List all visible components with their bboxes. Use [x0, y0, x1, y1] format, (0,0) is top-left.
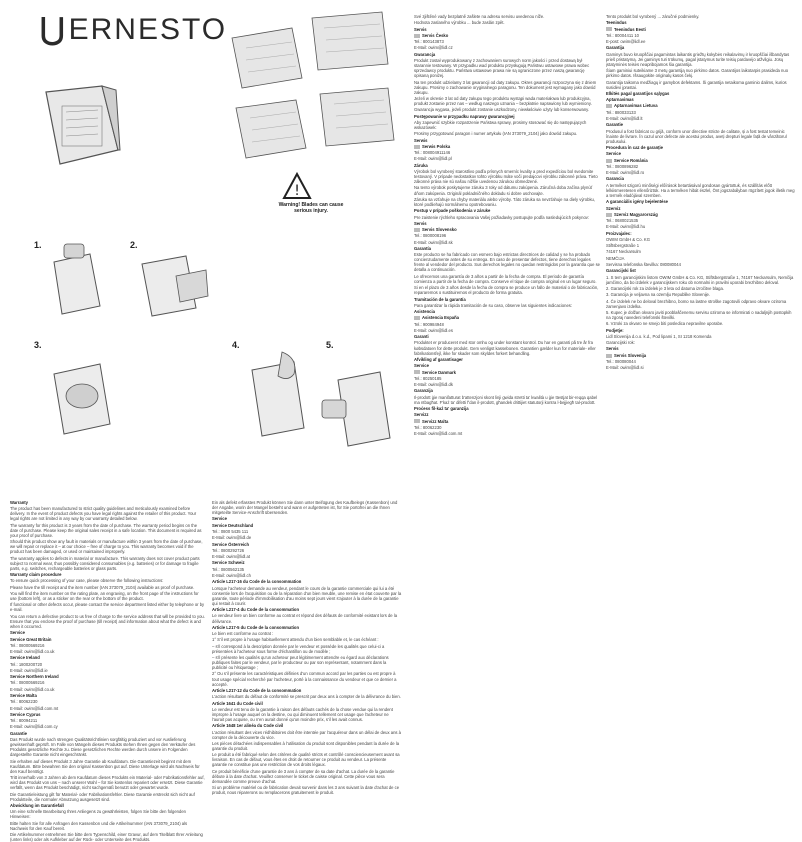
- paragraph: Tel.: 80004411 10: [606, 32, 639, 38]
- country-flag-icon: [606, 27, 612, 31]
- section-heading: Asistencia: [414, 309, 435, 315]
- section-heading: Procedura în caz de garanție: [606, 145, 664, 151]
- paragraph: Produktet er produceret med stor omhu og under konstant kontrol. Du har en garanti på tre år fra købsdatoen for dette produkt. Gem venligst kassebonen. Garantien gælder kun for materiale- eller fabrikationsfejl, ikke for skader som skyldes forkert behandling.: [414, 340, 596, 356]
- paragraph: Ein als defekt erfasstes Produkt können Sie dann unter Beifügung des Kaufbelegs (Kassenbon) und der Angabe, worin der Mangel besteht und wann er aufgetreten ist, für Sie portofrei an die Ihnen mitgeteilte Service-Anschrift übersenden.: [212, 500, 398, 516]
- paragraph: Should this product show any fault in materials or manufacture within 3 years from the date of purchase, we will repair or replace it – at our choice – free of charge to you. This warranty becomes void if the product has been damaged, or used or maintained improperly.: [10, 539, 203, 555]
- paragraph: Šiam gaminiui suteikiame 3 metų garantiją nuo pirkimo datos. Garantijos laikotarpis prasideda nuo pirkimo datos. Išsaugokite originalų kasos čekį.: [606, 68, 789, 79]
- paragraph: 1° S'il est propre à l'usage habituellement attendu d'un bien semblable et, le cas échéant :: [212, 637, 379, 643]
- paragraph: Tel.: 80062230: [10, 699, 38, 705]
- text-column-2: [212, 500, 402, 796]
- section-heading: Garantie: [10, 730, 27, 736]
- paragraph: To ensure quick processing of your case, please observe the following instructions:: [10, 578, 164, 584]
- paragraph: 6. Vzroki za okvaro ne smejo biti posledica nepravilne uporabe.: [606, 321, 724, 327]
- paragraph: Tel.: 08000569216: [10, 680, 45, 686]
- paragraph: If functional or other defects occur, please contact the service department listed either by telephone or by e-mail.: [10, 602, 205, 613]
- paragraph: Servisna telefonska številka: 080080044: [606, 262, 681, 268]
- country-flag-icon: [606, 213, 612, 217]
- section-heading: Garancijski list: [606, 268, 636, 274]
- paragraph: The warranty for this product is 3 years from the date of purchase. The warranty period begins on the date of purchase. Please keep the original sales receipt in a safe location. This document is required as your proof of purchase.: [10, 522, 202, 538]
- section-heading: Tramitación de la garantía: [414, 296, 466, 302]
- section-heading: Service Deutschland: [212, 522, 254, 528]
- warning-line-1: Warning! Blades can cause: [278, 202, 344, 208]
- paragraph: E-Mail: owim@lidl.at: [212, 554, 250, 560]
- paragraph: Tel.: 0800562135: [212, 566, 245, 572]
- paragraph: Bitte halten Sie für alle Anfragen den Kassenbon und die Artikelnummer (IAN 373079_2104) als Nachweis für den Kauf bereit.: [10, 820, 188, 831]
- paragraph: You will find the item number on the rating plate, an engraving, on the front page of the instructions for use (bottom left), or as a sticker on the rear or the bottom of the product.: [10, 591, 199, 602]
- paragraph: Produsul a fost fabricat cu grijă, conform unor directive stricte de calitate, și a fost testat temeinic înainte de livrare. În cazul unor defecte ale acestui produs, aveți drepturi legale față de vânzătorul produsului.: [606, 128, 787, 144]
- section-heading: Service Great Britain: [10, 636, 52, 642]
- paragraph: Tel.: 0800008196: [414, 233, 447, 239]
- paragraph: Tel.: 900984948: [414, 321, 444, 327]
- step-number: 3.: [34, 340, 42, 350]
- section-heading: Article L217-12 du Code de la consommation: [212, 687, 302, 693]
- paragraph: Gwarancja wygasa, jeżeli produkt zostanie uszkodzony, niewłaściwie użyty lub konserwowany.: [414, 107, 590, 113]
- paragraph: E-Mail: owim@lidl.co.uk: [10, 649, 55, 655]
- paragraph: Ce produit bénéficie d'une garantie de 3 ans à compter de sa date d'achat. La durée de la garantie débute à la date d'achat. Veuillez conserver le ticket de caisse original. Cette pièce vous sera demandée comme preuve d'achat.: [212, 768, 395, 784]
- logo-mark: ⋃: [40, 13, 67, 46]
- text-column-3: [414, 14, 600, 754]
- logo-text: ERNESTO: [68, 12, 228, 46]
- section-heading: Service Ireland: [10, 655, 40, 661]
- section-heading: Service Danmark: [414, 370, 600, 375]
- country-flag-icon: [414, 34, 420, 38]
- country-flag-icon: [414, 370, 420, 374]
- paragraph: Tel.: 80250185: [414, 375, 442, 381]
- paragraph: Please have the till receipt and the item number (IAN 373079_2104) available as proof of purchase.: [10, 584, 195, 590]
- section-heading: Aptarnavimas Lietuva: [606, 103, 796, 108]
- paragraph: Sie erhalten auf dieses Produkt 3 Jahre Garantie ab Kaufdatum. Die Garantiezeit beginnt mit dem Kaufdatum. Bitte bewahren Sie den original Kassenbon gut auf. Diese Unterlage wird als Nachweis für den Kauf benötigt.: [10, 758, 200, 774]
- paragraph: Tento produkt bol vyrobený ... záručné podmienky.: [606, 14, 700, 19]
- section-heading: Garantie: [606, 122, 623, 128]
- paragraph: Tel.: 80062230: [414, 424, 442, 430]
- paragraph: E-Mail: owim@lidl.lt: [606, 116, 643, 122]
- grater-illustration-main: [32, 80, 124, 170]
- section-heading: Proċess fil-każ ta' garanzija: [414, 406, 469, 411]
- country-flag-icon: [414, 228, 420, 232]
- paragraph: Para garantizar la rápida tramitación de su caso, observe las siguientes indicaciones:: [414, 302, 573, 308]
- paragraph: Garantija taikoma medžiagų ir gamybos defektams. Ši garantija netaikoma gaminio dalims, kurios susidėvi įprastai.: [606, 79, 787, 90]
- paragraph: 2° Ou s'il présente les caractéristiques définies d'un commun accord par les parties ou est propre à tout usage spécial recherché par l'acheteur, porté à la connaissance du vendeur et que ce dernier a accepté.: [212, 671, 397, 687]
- paragraph: E-Mail: owim@lidl.ie: [10, 667, 48, 673]
- paragraph: – s'il correspond à la description donnée par le vendeur et possède les qualités que celui-ci a présentées à l'acheteur sous forme d'échantillon ou de modèle ;: [212, 643, 385, 654]
- paragraph: Le produit a été fabriqué selon des critères de qualité stricts et contrôlé consciencieusement avant sa livraison. En cas de défaut, vous êtes en droit de retourner ce produit au vendeur. La présente garantie ne constitue pas une restriction de vos droits légaux.: [212, 752, 400, 768]
- paragraph: Pre zaistenie rýchleho spracovania Vašej požiadavky postupujte podľa nasledujúcich pokynov:: [414, 214, 590, 220]
- section-heading: Teenindus: [606, 20, 627, 26]
- paragraph: OWIM GmbH & Co. KG: [606, 236, 650, 242]
- paragraph: Stiftsbergstraße 1: [606, 243, 640, 249]
- paragraph: Les pièces détachées indispensables à l'utilisation du produit sont disponibles pendant la durée de la garantie du produit.: [212, 740, 400, 751]
- paragraph: E-Mail: owim@lidl.sk: [414, 239, 453, 245]
- paragraph: Le vendeur livre un bien conforme au contrat et répond des défauts de conformité existant lors de la délivrance.: [212, 613, 398, 624]
- paragraph: Tel.: 08000569216: [10, 642, 45, 648]
- paragraph: 1. S tem garancijskim listom OWIM GmbH & Co. KG, Stiftsbergstraße 1, 74167 Neckarsulm, Nemčija jamčimo, da bo izdelek v garancijskem roku ob normalni in pravilni uporabi brezhibno deloval.: [606, 274, 794, 285]
- step-1-illustration: [40, 242, 110, 322]
- section-heading: Service Malta: [10, 693, 37, 699]
- paragraph: Este producto se ha fabricado con esmero bajo estrictas directrices de calidad y se ha probado concienzudamente antes de su entrega. En caso de presentar defectos, tiene derechos legales frente al vendedor del producto. Sus derechos legales no quedan restringidos por la garantía que se detalla a continuación.: [414, 252, 601, 273]
- paragraph: Die Artikelnummer entnehmen Sie bitte dem Typenschild, einer Gravur, auf dem Titelblatt Ihrer Anleitung (unten links) oder als Aufkleber auf der Rück- oder Unterseite des Produkts.: [10, 831, 203, 842]
- section-heading: Warranty claim procedure: [10, 572, 62, 578]
- section-heading: Service: [606, 151, 621, 157]
- section-heading: Szerviz Magyarország: [606, 212, 796, 217]
- step-number: 2.: [130, 240, 138, 250]
- section-heading: Servizz: [414, 412, 429, 418]
- paragraph: E-Mail: owim@lidl.com.mt: [414, 431, 463, 437]
- paragraph: You can return a defective product to us free of charge to the service address that will be provided to you. Ensure that you enclose the proof of purchase (till receipt) and information about what the defect is and when it occurred.: [10, 613, 205, 629]
- paragraph: L'action résultant des vices rédhibitoires doit être intentée par l'acquéreur dans un délai de deux ans à compter de la découverte du vice.: [212, 729, 401, 740]
- section-heading: Záruka: [414, 162, 428, 168]
- paragraph: The warranty applies to defects in material or manufacture. This warranty does not cover product parts subject to normal wear, thus possibly considered consumables (e.g. batteries) or for damage to fragile parts, e.g. switches, rechargeable batteries or glass parts.: [10, 555, 200, 571]
- section-heading: Podjetje:: [606, 327, 624, 333]
- section-heading: Postup v prípade poškodenia v záruke: [414, 208, 491, 214]
- section-heading: Garanti: [414, 334, 429, 340]
- paragraph: – s'il présente les qualités qu'un acheteur peut légitimement attendre eu égard aux déclarations publiques faites par le vendeur, par le producteur ou par son représentant, notamment dans la publicité ou l'étiquetage ;: [212, 655, 389, 671]
- paragraph: E-Mail: owim@lidl.de: [212, 535, 252, 541]
- section-heading: Service România: [606, 158, 796, 163]
- section-heading: Serwis: [414, 137, 428, 143]
- paragraph: Il-prodott ġie manifatturat b'attenzjoni skont linji gwida stretti ta' kwalità u ġie ttestjat bir-reqqa qabel ma ntbagħat. F'każ ta' difetti f'dan il-prodott, għandek drittijiet statutorji kontra l-bejjiegħ tal-prodott.: [414, 394, 598, 405]
- paragraph: Své zjištěné vady bezplatně zašlete na adresu servisu uvedenou níže.: [414, 14, 545, 19]
- country-flag-icon: [414, 419, 420, 423]
- paragraph: E-Mail: owim@lidl.ch: [212, 573, 251, 578]
- paragraph: Garancijski rok:: [606, 340, 635, 346]
- step-4-illustration: [242, 348, 322, 448]
- paragraph: E-Mail: owim@lidl.es: [414, 327, 453, 333]
- step-2-illustration: [132, 246, 212, 326]
- section-heading: Service: [414, 363, 429, 369]
- paragraph: The product has been manufactured to strict quality guidelines and meticulously examined before delivery. In the event of product defects you have legal rights against the retailer of this product. Your legal rights are not limited in any way by our warranty detailed below.: [10, 506, 197, 522]
- section-heading: Elkitės pagal garantijos sąlygas: [606, 90, 670, 96]
- paragraph: 5. Kupec je dolžan okvaro javiti pooblaščenemu servisu oziroma se informirati o nadaljnjih postopkih na zgoraj navedeni telefonski številki.: [606, 309, 792, 320]
- section-heading: Servizz Malta: [414, 419, 600, 424]
- paragraph: Tel.: 0800292726: [212, 547, 245, 553]
- paragraph: Le ofrecemos una garantía de 3 años a partir de la fecha de compra. El periodo de garantía comienza a partir de la fecha de compra. Conserve el tique de compra original en un lugar seguro.: [414, 273, 597, 284]
- section-heading: Service Schweiz: [212, 560, 245, 566]
- section-heading: Warranty: [10, 500, 28, 505]
- paragraph: 74167 Neckarsulm: [606, 249, 641, 255]
- section-heading: Abwicklung im Garantiefall: [10, 802, 64, 808]
- step-number: 5.: [326, 340, 334, 350]
- section-heading: Service: [10, 630, 25, 636]
- paragraph: 2. Garancijski rok za izdelek je 3 leta od datuma izročitve blaga.: [606, 285, 725, 291]
- section-heading: Service Cyprus: [10, 711, 41, 717]
- country-flag-icon: [606, 354, 612, 358]
- section-heading: Garancia: [606, 176, 624, 182]
- text-column-4: [606, 14, 796, 754]
- paragraph: Tel.: 080080044: [606, 358, 636, 364]
- paragraph: E-Mail: owim@lidl.hu: [606, 224, 646, 230]
- paragraph: Záruka sa vzťahuje na chyby materiálu alebo výroby. Táto záruka sa nevzťahuje na diely výrobku, ktoré podliehajú normálnemu opotrebovaniu.: [414, 196, 596, 207]
- section-heading: Servis Česko: [414, 33, 600, 38]
- country-flag-icon: [606, 104, 612, 108]
- section-heading: Service Northern Ireland: [10, 674, 59, 680]
- section-heading: Proizvajalec:: [606, 230, 632, 236]
- section-heading: Garantía: [414, 245, 431, 251]
- section-heading: Garanzija: [414, 388, 433, 394]
- paragraph: E-post: owim@lidl.ee: [606, 39, 646, 45]
- section-heading: Article 1641 du Code civil: [212, 700, 263, 706]
- section-heading: Article L217-16 du Code de la consommation: [212, 579, 302, 585]
- paragraph: 4. Če izdelek ne bo deloval brezhibno, bomo na lastne stroške zagotovili odpravo okvare oziroma zamenjavo izdelka.: [606, 298, 787, 309]
- paragraph: Tel.: 80094211: [10, 718, 38, 724]
- section-heading: Garantija: [606, 45, 625, 51]
- paragraph: E-Mail: owim@lidl.com.mt: [10, 705, 59, 711]
- cutting-inserts-illustration: [212, 8, 402, 188]
- section-heading: Szerviz: [606, 205, 621, 211]
- paragraph: Tel.: 800143873: [414, 39, 444, 45]
- paragraph: NEMČIJA: [606, 255, 625, 261]
- paragraph: Tel.: 0800 5435 111: [212, 529, 249, 535]
- paragraph: Tel.: 0680021535: [606, 218, 639, 224]
- section-heading: Teenindus Eesti: [606, 27, 796, 32]
- paragraph: Prosimy przygotować paragon i numer artykułu (IAN 373079_2104) jako dowód zakupu.: [414, 131, 578, 137]
- paragraph: Gaminys buvo kruopščiai pagamintas laikantis griežtų kokybės reikalavimų ir kruopščiai išbandytas prieš pristatymą. Jei gaminys turi trūkumų, pagal įstatymus turite teisių pardavėjo atžvilgiu. Jūsų įstatyminės teisės neapribojamos šia garantija.: [606, 51, 790, 67]
- paragraph: Tel.: 880033133: [606, 109, 636, 115]
- section-heading: Postępowanie w przypadku naprawy gwarancyjnej: [414, 113, 515, 119]
- paragraph: Lorsque l'acheteur demande au vendeur, pendant le cours de la garantie commerciale qui lui a été consentie lors de l'acquisition ou de la réparation d'un bien meuble, une remise en état couverte par la garantie, toute période d'immobilisation d'au moins sept jours vient s'ajouter à la durée de la garantie qui restait à courir.: [212, 585, 402, 606]
- paragraph: Um eine schnelle Bearbeitung Ihres Anliegens zu gewährleisten, folgen Sie bitte den folgenden Hinweisen:: [10, 809, 186, 820]
- paragraph: E-Mail: owim@lidl.pl: [414, 156, 452, 162]
- paragraph: E-Mail: owim@lidl.co.uk: [10, 686, 55, 692]
- warning-triangle-icon: [282, 172, 312, 200]
- paragraph: E-Mail: owim@lidl.com.cy: [10, 724, 58, 730]
- paragraph: Produkt został wyprodukowany z zachowaniem surowych norm jakości i przed dostawą był starannie testowany. W przypadku wad produktu przysługują Państwu ustawowe prawa wobec sprzedawcy produktu. Państwa ustawowe prawa nie są ograniczone przez naszą gwarancję opisaną poniżej.: [414, 57, 590, 79]
- section-heading: Serwis Polska: [414, 144, 600, 149]
- section-heading: Afvikling af garantisager: [414, 356, 463, 362]
- country-flag-icon: [414, 145, 420, 149]
- section-heading: Servis: [606, 346, 619, 352]
- section-heading: Article 1648 1er alinéa du Code civil: [212, 723, 284, 729]
- paragraph: Das Produkt wurde nach strengen Qualitätsrichtlinien sorgfältig produziert und vor Auslieferung gewissenhaft geprüft. Im Falle von Mängeln dieses Produkts stehen Ihnen gegen den Verkäufer des Produkts gesetzliche Rechte zu. Diese gesetzlichen Rechte werden durch unsere im Folgenden dargestellte Garantie nicht eingeschränkt.: [10, 737, 196, 758]
- section-heading: A garanciális igény bejelentése: [606, 199, 668, 205]
- paragraph: 3. Garancija je veljavna na ozemlju Republike Slovenije.: [606, 292, 711, 298]
- step-5-illustration: [318, 360, 400, 460]
- section-heading: Article L217-4 du Code de la consommation: [212, 607, 300, 613]
- paragraph: E-Mail: owim@lidl.si: [606, 365, 644, 371]
- paragraph: Tel.: 008004911146: [414, 150, 451, 156]
- svg-text:!: !: [294, 183, 300, 199]
- paragraph: A terméket szigorú minőségi előírások betartásával gondosan gyártottuk, és szállítás előtt lelkiismeretesen ellenőriztük. Ha a terméken hibát észlel, Önt jogszabályban rögzített jogok illetik meg a termék eladójával szemben.: [606, 182, 795, 198]
- section-heading: Servis Slovenija: [606, 353, 796, 358]
- paragraph: E-Mail: owim@lidl.ro: [606, 170, 645, 176]
- paragraph: Die Garantieleistung gilt für Material- oder Fabrikationsfehler. Diese Garantie erstreckt sich nicht auf Produktteile, die normaler Abnutzung ausgesetzt sind.: [10, 791, 195, 802]
- paragraph: Si en el plazo de 3 años desde la fecha de compra se produce un fallo de material o de fabricación, repararemos o sustituiremos el producto de forma gratuita.: [414, 285, 599, 296]
- country-flag-icon: [414, 316, 420, 320]
- section-heading: Gwarancja: [414, 51, 436, 57]
- paragraph: Jeżeli w okresie 3 lat od daty zakupu tego produktu wystąpi wada materiałowa lub produkcyjna, produkt zostanie przez nas – według naszego uznania – bezpłatnie naprawiony lub wymieniony.: [414, 96, 592, 107]
- paragraph: Tel.: 0800896282: [606, 163, 639, 169]
- step-3-illustration: [34, 354, 124, 444]
- paragraph: L'action résultant du défaut de conformité se prescrit par deux ans à compter de la délivrance du bien.: [212, 694, 401, 700]
- paragraph: Na tento výrobok poskytujeme záruku 3 roky od dátumu zakúpenia. Záručná doba začína plynúť dňom zakúpenia. Originál pokladničného dokladu si dobre uschovajte.: [414, 185, 593, 196]
- paragraph: Na ten produkt udzielamy 3 lat gwarancji od daty zakupu. Okres gwarancji rozpoczyna się z dniem zakupu. Prosimy o zachowanie oryginalnego paragonu. Ten dokument jest wymagany jako dowód zakupu.: [414, 79, 597, 95]
- section-heading: Service: [212, 516, 227, 522]
- paragraph: Le bien est conforme au contrat :: [212, 631, 274, 637]
- paragraph: Výrobok bol vyrobený starostlivo podľa prísnych smerníc kvality a pred expedíciou bol svedomite testovaný. V prípade nedostatkov tohto výrobku máte voči predajcovi výrobku zákonné práva. Tieto zákonné práva nie sú našou nižšie uvedenou zárukou obmedzené.: [414, 169, 598, 185]
- step-number: 1.: [34, 240, 42, 250]
- paragraph: Lidl Slovenija d.o.o. k.d., Pod lipami 1, SI 1218 Komenda: [606, 333, 712, 339]
- country-flag-icon: [606, 159, 612, 163]
- paragraph: E-Mail: owim@lidl.cz: [414, 45, 453, 51]
- section-heading: Servis Slovensko: [414, 227, 600, 232]
- brand-logo: [40, 12, 227, 47]
- paragraph: Hodnota zaslaného výrobku ... bude zaslán zpět.: [414, 20, 505, 26]
- section-heading: Aptarnavimas: [606, 97, 634, 103]
- paragraph: E-Mail: owim@lidl.dk: [414, 382, 453, 388]
- text-column-1: [10, 500, 206, 842]
- paragraph: Tritt innerhalb von 3 Jahren ab dem Kaufdatum dieses Produkts ein Material- oder Fabrikationsfehler auf, wird das Produkt von uns – nach unserer Wahl – für Sie kostenlos repariert oder ersetzt. Diese Garantie verfällt, wenn das Produkt beschädigt, nicht sachgemäß benutzt oder gewartet wurde.: [10, 775, 205, 791]
- section-heading: Article L217-5 du Code de la consommation: [212, 624, 300, 630]
- section-heading: Servis: [414, 26, 427, 32]
- warning-text: [276, 202, 346, 214]
- section-heading: Service Österreich: [212, 541, 250, 547]
- section-heading: Servis: [414, 220, 427, 226]
- paragraph: Tel.: 1800200720: [10, 661, 43, 667]
- section-heading: Asistencia España: [414, 315, 600, 320]
- paragraph: Si un problème matériel ou de fabrication devait survenir dans les 3 ans suivant la date d'achat de ce produit, nous réparerons ou remplacerons gratuitement le produit.: [212, 785, 400, 796]
- warning-line-2: serious injury.: [294, 208, 328, 214]
- paragraph: Le vendeur est tenu de la garantie à raison des défauts cachés de la chose vendue qui la rendent impropre à l'usage auquel on la destine, ou qui diminuent tellement cet usage que l'acheteur ne l'aurait pas acquise, ou n'en aurait donné qu'un moindre prix, s'il les avait connus.: [212, 706, 393, 722]
- paragraph: Aby zapewnić szybkie rozpatrzenie Państwa sprawy, prosimy stosować się do następujących wskazówek:: [414, 119, 587, 131]
- step-number: 4.: [232, 340, 240, 350]
